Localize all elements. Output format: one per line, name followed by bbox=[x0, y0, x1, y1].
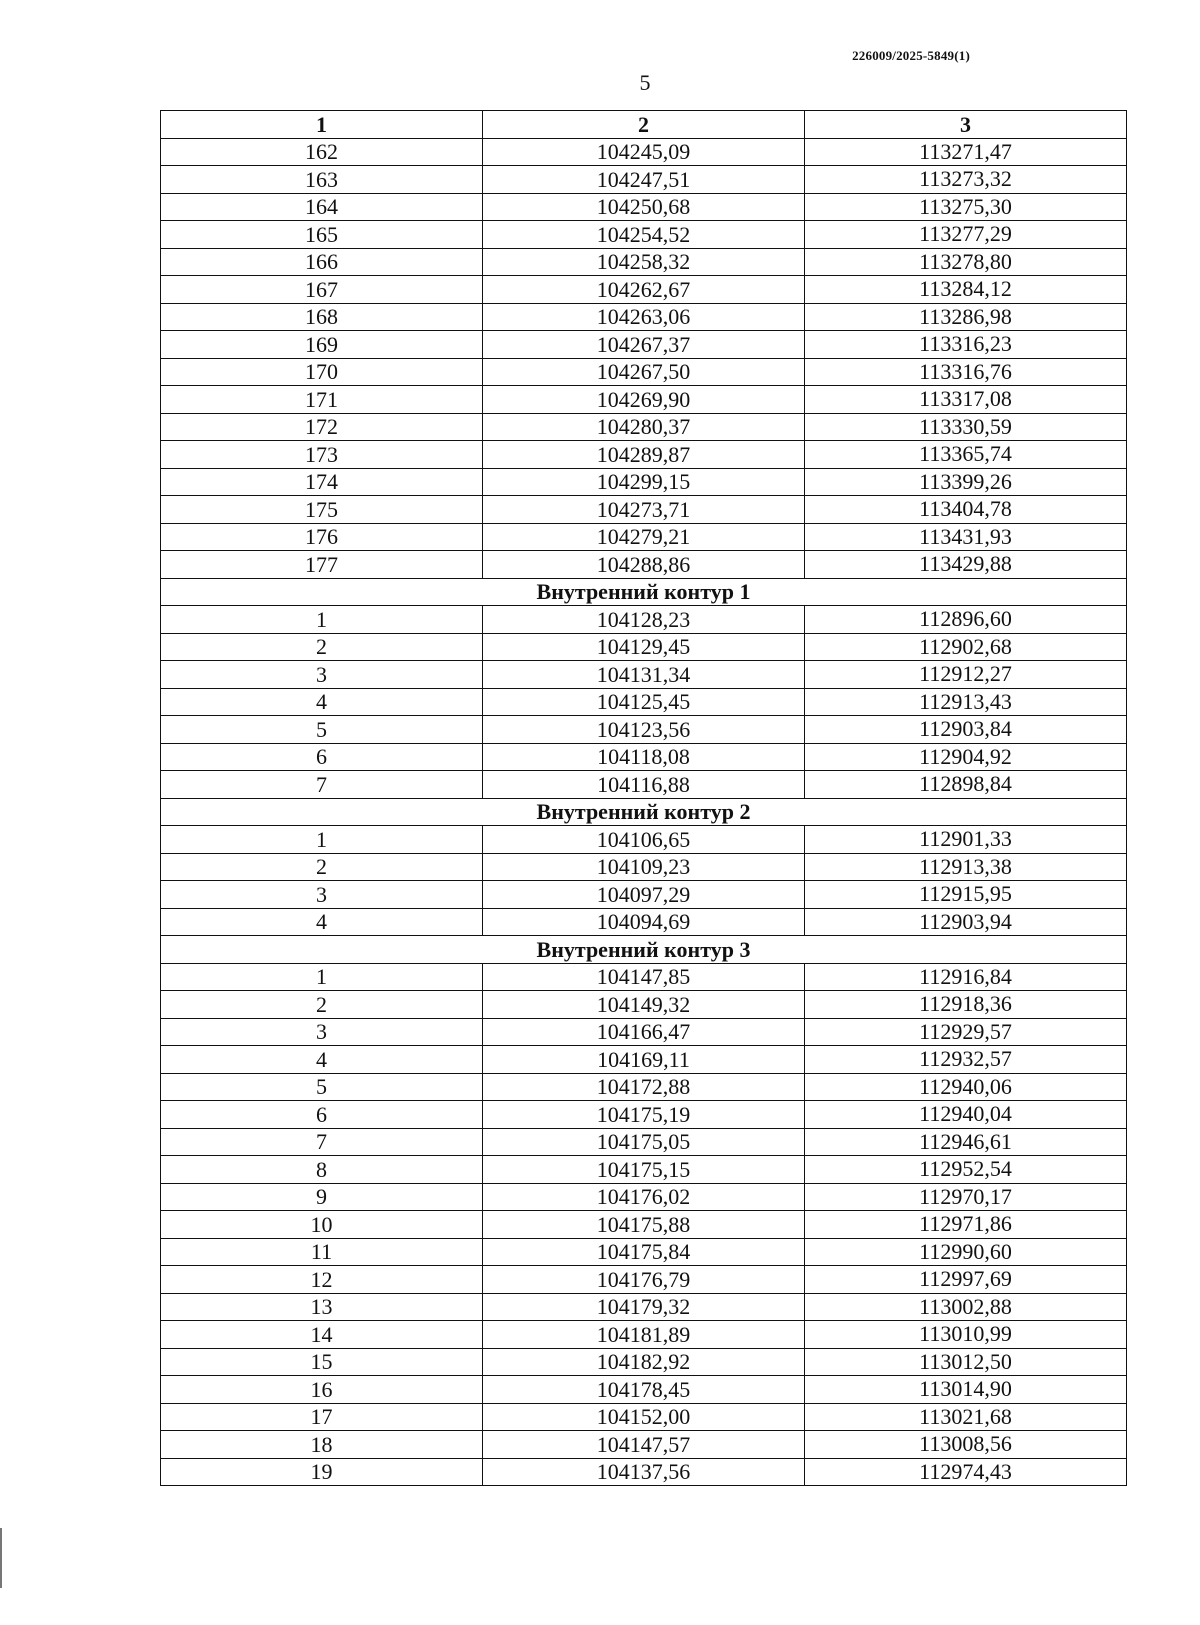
point-number-cell: 10 bbox=[161, 1211, 483, 1239]
x-coordinate-cell: 104267,50 bbox=[483, 358, 805, 386]
y-coordinate-cell: 113330,59 bbox=[805, 413, 1127, 441]
point-number-cell: 165 bbox=[161, 221, 483, 249]
x-coordinate-cell: 104094,69 bbox=[483, 908, 805, 936]
section-title: Внутренний контур 3 bbox=[161, 936, 1127, 964]
y-coordinate-cell: 113399,26 bbox=[805, 468, 1127, 496]
table-row bbox=[161, 1321, 1127, 1349]
x-coordinate-cell: 104097,29 bbox=[483, 881, 805, 909]
y-coordinate-cell: 112971,86 bbox=[805, 1211, 1127, 1239]
point-number-cell: 1 bbox=[161, 963, 483, 991]
x-coordinate-cell: 104176,79 bbox=[483, 1266, 805, 1294]
point-number-cell: 19 bbox=[161, 1458, 483, 1486]
x-coordinate-cell: 104166,47 bbox=[483, 1018, 805, 1046]
x-coordinate-cell: 104147,85 bbox=[483, 963, 805, 991]
table-row bbox=[161, 386, 1127, 414]
y-coordinate-cell: 112932,57 bbox=[805, 1046, 1127, 1074]
table-row bbox=[161, 1238, 1127, 1266]
point-number-cell: 174 bbox=[161, 468, 483, 496]
point-number-cell: 16 bbox=[161, 1376, 483, 1404]
point-number-cell: 162 bbox=[161, 138, 483, 166]
y-coordinate-cell: 112952,54 bbox=[805, 1156, 1127, 1184]
y-coordinate-cell: 113012,50 bbox=[805, 1348, 1127, 1376]
table-row bbox=[161, 221, 1127, 249]
y-coordinate-cell: 113275,30 bbox=[805, 193, 1127, 221]
section-title: Внутренний контур 2 bbox=[161, 798, 1127, 826]
table-row bbox=[161, 1266, 1127, 1294]
table-row bbox=[161, 881, 1127, 909]
column-header: 2 bbox=[483, 111, 805, 139]
table-row bbox=[161, 1073, 1127, 1101]
point-number-cell: 176 bbox=[161, 523, 483, 551]
table-row bbox=[161, 1403, 1127, 1431]
table-row bbox=[161, 248, 1127, 276]
table-row bbox=[161, 716, 1127, 744]
table-row bbox=[161, 413, 1127, 441]
y-coordinate-cell: 113277,29 bbox=[805, 221, 1127, 249]
x-coordinate-cell: 104182,92 bbox=[483, 1348, 805, 1376]
table-row bbox=[161, 908, 1127, 936]
x-coordinate-cell: 104179,32 bbox=[483, 1293, 805, 1321]
x-coordinate-cell: 104137,56 bbox=[483, 1458, 805, 1486]
y-coordinate-cell: 113286,98 bbox=[805, 303, 1127, 331]
table-row bbox=[161, 1211, 1127, 1239]
x-coordinate-cell: 104106,65 bbox=[483, 826, 805, 854]
y-coordinate-cell: 113014,90 bbox=[805, 1376, 1127, 1404]
y-coordinate-cell: 112898,84 bbox=[805, 771, 1127, 799]
point-number-cell: 167 bbox=[161, 276, 483, 304]
x-coordinate-cell: 104176,02 bbox=[483, 1183, 805, 1211]
table-row bbox=[161, 1376, 1127, 1404]
coordinates-table bbox=[160, 110, 1127, 1486]
table-row bbox=[161, 523, 1127, 551]
table-row bbox=[161, 1018, 1127, 1046]
x-coordinate-cell: 104181,89 bbox=[483, 1321, 805, 1349]
point-number-cell: 173 bbox=[161, 441, 483, 469]
point-number-cell: 17 bbox=[161, 1403, 483, 1431]
x-coordinate-cell: 104245,09 bbox=[483, 138, 805, 166]
table-row bbox=[161, 1046, 1127, 1074]
table-row bbox=[161, 853, 1127, 881]
y-coordinate-cell: 113316,23 bbox=[805, 331, 1127, 359]
table-row bbox=[161, 303, 1127, 331]
x-coordinate-cell: 104169,11 bbox=[483, 1046, 805, 1074]
point-number-cell: 1 bbox=[161, 606, 483, 634]
x-coordinate-cell: 104175,88 bbox=[483, 1211, 805, 1239]
x-coordinate-cell: 104125,45 bbox=[483, 688, 805, 716]
table-row bbox=[161, 1156, 1127, 1184]
y-coordinate-cell: 112902,68 bbox=[805, 633, 1127, 661]
y-coordinate-cell: 112970,17 bbox=[805, 1183, 1127, 1211]
table-row bbox=[161, 1348, 1127, 1376]
point-number-cell: 7 bbox=[161, 771, 483, 799]
y-coordinate-cell: 113010,99 bbox=[805, 1321, 1127, 1349]
y-coordinate-cell: 113021,68 bbox=[805, 1403, 1127, 1431]
y-coordinate-cell: 112929,57 bbox=[805, 1018, 1127, 1046]
point-number-cell: 3 bbox=[161, 1018, 483, 1046]
table-row bbox=[161, 743, 1127, 771]
table-row bbox=[161, 606, 1127, 634]
x-coordinate-cell: 104254,52 bbox=[483, 221, 805, 249]
table-row bbox=[161, 1458, 1127, 1486]
y-coordinate-cell: 113008,56 bbox=[805, 1431, 1127, 1459]
y-coordinate-cell: 112901,33 bbox=[805, 826, 1127, 854]
y-coordinate-cell: 113431,93 bbox=[805, 523, 1127, 551]
x-coordinate-cell: 104262,67 bbox=[483, 276, 805, 304]
section-header-row bbox=[161, 798, 1127, 826]
table-row bbox=[161, 826, 1127, 854]
x-coordinate-cell: 104263,06 bbox=[483, 303, 805, 331]
x-coordinate-cell: 104175,84 bbox=[483, 1238, 805, 1266]
y-coordinate-cell: 112903,94 bbox=[805, 908, 1127, 936]
x-coordinate-cell: 104129,45 bbox=[483, 633, 805, 661]
table-row bbox=[161, 193, 1127, 221]
y-coordinate-cell: 113002,88 bbox=[805, 1293, 1127, 1321]
table-row bbox=[161, 771, 1127, 799]
table-row bbox=[161, 661, 1127, 689]
x-coordinate-cell: 104280,37 bbox=[483, 413, 805, 441]
table-row bbox=[161, 1183, 1127, 1211]
point-number-cell: 175 bbox=[161, 496, 483, 524]
table-row bbox=[161, 166, 1127, 194]
point-number-cell: 12 bbox=[161, 1266, 483, 1294]
y-coordinate-cell: 112940,06 bbox=[805, 1073, 1127, 1101]
table-row bbox=[161, 1101, 1127, 1129]
y-coordinate-cell: 113271,47 bbox=[805, 138, 1127, 166]
y-coordinate-cell: 112913,43 bbox=[805, 688, 1127, 716]
y-coordinate-cell: 113317,08 bbox=[805, 386, 1127, 414]
point-number-cell: 11 bbox=[161, 1238, 483, 1266]
point-number-cell: 3 bbox=[161, 661, 483, 689]
point-number-cell: 2 bbox=[161, 633, 483, 661]
y-coordinate-cell: 112904,92 bbox=[805, 743, 1127, 771]
x-coordinate-cell: 104128,23 bbox=[483, 606, 805, 634]
x-coordinate-cell: 104116,88 bbox=[483, 771, 805, 799]
x-coordinate-cell: 104149,32 bbox=[483, 991, 805, 1019]
table-row bbox=[161, 1293, 1127, 1321]
point-number-cell: 166 bbox=[161, 248, 483, 276]
table-row bbox=[161, 963, 1127, 991]
y-coordinate-cell: 113278,80 bbox=[805, 248, 1127, 276]
table-row bbox=[161, 991, 1127, 1019]
point-number-cell: 169 bbox=[161, 331, 483, 359]
y-coordinate-cell: 113273,32 bbox=[805, 166, 1127, 194]
x-coordinate-cell: 104123,56 bbox=[483, 716, 805, 744]
table-row bbox=[161, 633, 1127, 661]
y-coordinate-cell: 112913,38 bbox=[805, 853, 1127, 881]
x-coordinate-cell: 104299,15 bbox=[483, 468, 805, 496]
y-coordinate-cell: 113429,88 bbox=[805, 551, 1127, 579]
section-title: Внутренний контур 1 bbox=[161, 578, 1127, 606]
column-header: 3 bbox=[805, 111, 1127, 139]
point-number-cell: 5 bbox=[161, 1073, 483, 1101]
x-coordinate-cell: 104147,57 bbox=[483, 1431, 805, 1459]
table-header-row bbox=[161, 111, 1127, 139]
y-coordinate-cell: 112915,95 bbox=[805, 881, 1127, 909]
point-number-cell: 6 bbox=[161, 743, 483, 771]
x-coordinate-cell: 104279,21 bbox=[483, 523, 805, 551]
y-coordinate-cell: 113284,12 bbox=[805, 276, 1127, 304]
y-coordinate-cell: 112946,61 bbox=[805, 1128, 1127, 1156]
y-coordinate-cell: 112912,27 bbox=[805, 661, 1127, 689]
table-row bbox=[161, 1128, 1127, 1156]
y-coordinate-cell: 112997,69 bbox=[805, 1266, 1127, 1294]
point-number-cell: 3 bbox=[161, 881, 483, 909]
y-coordinate-cell: 112974,43 bbox=[805, 1458, 1127, 1486]
x-coordinate-cell: 104288,86 bbox=[483, 551, 805, 579]
x-coordinate-cell: 104258,32 bbox=[483, 248, 805, 276]
point-number-cell: 4 bbox=[161, 908, 483, 936]
point-number-cell: 7 bbox=[161, 1128, 483, 1156]
x-coordinate-cell: 104152,00 bbox=[483, 1403, 805, 1431]
table-row bbox=[161, 358, 1127, 386]
table-row bbox=[161, 138, 1127, 166]
point-number-cell: 8 bbox=[161, 1156, 483, 1184]
x-coordinate-cell: 104247,51 bbox=[483, 166, 805, 194]
y-coordinate-cell: 112918,36 bbox=[805, 991, 1127, 1019]
point-number-cell: 9 bbox=[161, 1183, 483, 1211]
table-row bbox=[161, 496, 1127, 524]
x-coordinate-cell: 104178,45 bbox=[483, 1376, 805, 1404]
document-id: 226009/2025-5849(1) bbox=[852, 48, 970, 63]
point-number-cell: 168 bbox=[161, 303, 483, 331]
page-number: 5 bbox=[639, 70, 651, 95]
x-coordinate-cell: 104175,05 bbox=[483, 1128, 805, 1156]
point-number-cell: 13 bbox=[161, 1293, 483, 1321]
point-number-cell: 15 bbox=[161, 1348, 483, 1376]
point-number-cell: 2 bbox=[161, 991, 483, 1019]
point-number-cell: 170 bbox=[161, 358, 483, 386]
y-coordinate-cell: 112903,84 bbox=[805, 716, 1127, 744]
y-coordinate-cell: 112990,60 bbox=[805, 1238, 1127, 1266]
point-number-cell: 163 bbox=[161, 166, 483, 194]
x-coordinate-cell: 104172,88 bbox=[483, 1073, 805, 1101]
x-coordinate-cell: 104289,87 bbox=[483, 441, 805, 469]
point-number-cell: 14 bbox=[161, 1321, 483, 1349]
y-coordinate-cell: 112896,60 bbox=[805, 606, 1127, 634]
point-number-cell: 4 bbox=[161, 1046, 483, 1074]
point-number-cell: 2 bbox=[161, 853, 483, 881]
table-row bbox=[161, 1431, 1127, 1459]
x-coordinate-cell: 104131,34 bbox=[483, 661, 805, 689]
x-coordinate-cell: 104109,23 bbox=[483, 853, 805, 881]
point-number-cell: 4 bbox=[161, 688, 483, 716]
x-coordinate-cell: 104269,90 bbox=[483, 386, 805, 414]
x-coordinate-cell: 104175,15 bbox=[483, 1156, 805, 1184]
point-number-cell: 5 bbox=[161, 716, 483, 744]
table-row bbox=[161, 441, 1127, 469]
x-coordinate-cell: 104250,68 bbox=[483, 193, 805, 221]
y-coordinate-cell: 113404,78 bbox=[805, 496, 1127, 524]
table-row bbox=[161, 331, 1127, 359]
point-number-cell: 6 bbox=[161, 1101, 483, 1129]
table-row bbox=[161, 468, 1127, 496]
y-coordinate-cell: 112940,04 bbox=[805, 1101, 1127, 1129]
point-number-cell: 164 bbox=[161, 193, 483, 221]
section-header-row bbox=[161, 578, 1127, 606]
table-row bbox=[161, 688, 1127, 716]
x-coordinate-cell: 104118,08 bbox=[483, 743, 805, 771]
point-number-cell: 172 bbox=[161, 413, 483, 441]
scan-edge-mark bbox=[0, 1528, 2, 1588]
table-row bbox=[161, 276, 1127, 304]
table-row bbox=[161, 551, 1127, 579]
y-coordinate-cell: 113316,76 bbox=[805, 358, 1127, 386]
point-number-cell: 18 bbox=[161, 1431, 483, 1459]
y-coordinate-cell: 113365,74 bbox=[805, 441, 1127, 469]
point-number-cell: 171 bbox=[161, 386, 483, 414]
y-coordinate-cell: 112916,84 bbox=[805, 963, 1127, 991]
section-header-row bbox=[161, 936, 1127, 964]
point-number-cell: 1 bbox=[161, 826, 483, 854]
column-header: 1 bbox=[161, 111, 483, 139]
point-number-cell: 177 bbox=[161, 551, 483, 579]
x-coordinate-cell: 104273,71 bbox=[483, 496, 805, 524]
x-coordinate-cell: 104267,37 bbox=[483, 331, 805, 359]
x-coordinate-cell: 104175,19 bbox=[483, 1101, 805, 1129]
